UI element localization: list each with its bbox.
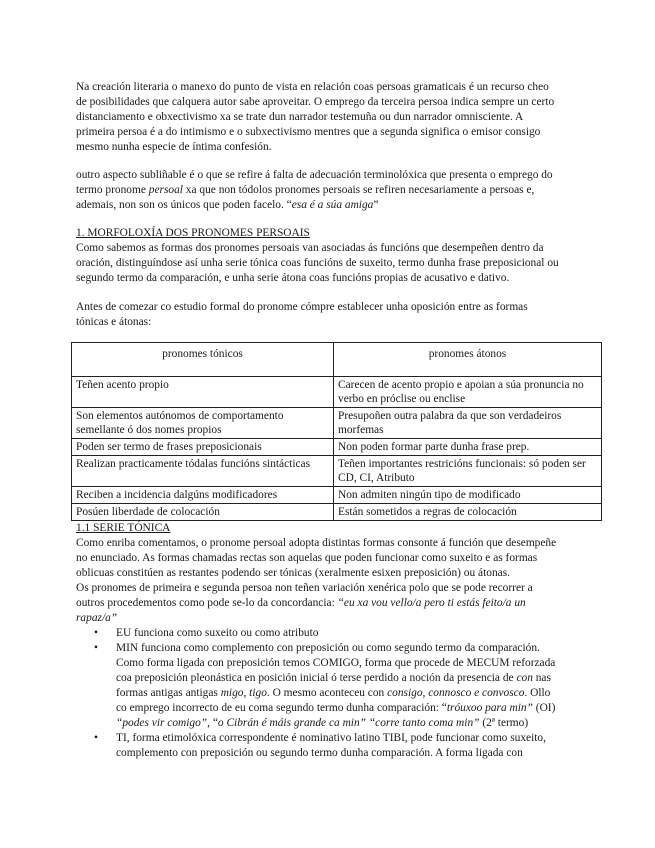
list-item: • MIN funciona como complemento con preposición ou como segundo termo da comparación. Como forma ligada con preposición temos COMIGO, forma que procede de MECUM reforzada coa preposición pleonástica en posición inicial ó terse perdido a noción da presencia de con nas formas antigas antigas migo, tigo. O mesmo aconteceu con consigo, connosco e convosco. Ollo co emprego incorrecto de eu coma segundo termo dunha comparación: “tróuxoo para min” (OI) “podes vir comigo”, “o Cibrán é máis grande ca min” “corre tanto coma min” (2ª termo) <box>94 642 556 729</box>
text-line: outro aspecto subliñable é o que se refire á falta de adecuación terminolóxica que presenta o emprego do <box>76 169 553 181</box>
bullet-icon: • <box>94 642 98 654</box>
table-row <box>72 439 602 456</box>
intro-paragraph-2 <box>76 168 580 213</box>
table-cell: Están sometidos a regras de colocación <box>334 504 602 521</box>
text-line: primeira persoa é a do intimismo e o subxectivismo mentres que a segunda significa o emisor consigo <box>76 126 541 138</box>
section-serie-tonica <box>76 521 580 761</box>
text-line: termo pronome persoal xa que non tódolos pronomes persoais se refiren necesariamente a persoas e, <box>76 184 535 196</box>
table-cell: Reciben a incidencia dalgúns modificadores <box>72 487 334 504</box>
comparison-table <box>71 342 602 521</box>
bullet-icon: • <box>94 627 98 639</box>
table-cell: Non admiten ningún tipo de modificado <box>334 487 602 504</box>
column-header-tonicos: pronomes tónicos <box>72 343 334 377</box>
text-line: ademais, non son os únicos que poden facelo. “esa é a súa amiga” <box>76 199 379 211</box>
text-line: segundo termo da comparación, e unha serie átona coas funcións propias de acusativo e dativo. <box>76 272 510 284</box>
intro-paragraph-1 <box>76 80 580 155</box>
table-row <box>72 456 602 487</box>
table-cell: Non poden formar parte dunha frase prep. <box>334 439 602 456</box>
text-line: outros procedementos como pode se-lo da concordancia: “eu xa vou vello/a pero ti estás feito/a un <box>76 597 526 609</box>
text-line: Na creación literaria o manexo do punto de vista en relación coas persoas gramaticais é un recurso cheo <box>76 81 549 93</box>
table-cell: Posúen liberdade de colocación <box>72 504 334 521</box>
text-line: mesmo nunha especie de íntima confesión. <box>76 141 272 153</box>
table-row <box>72 487 602 504</box>
table-intro-paragraph <box>76 300 580 330</box>
bullet-list <box>76 626 580 761</box>
text-line: Como enriba comentamos, o pronome persoal adopta distintas formas consonte á función que desempeñe <box>76 537 557 549</box>
table-row <box>72 377 602 408</box>
list-item: • TI, forma etimolóxica correspondente é nominativo latino TIBI, pode funcionar como suxeito, complemento con preposición ou segundo termo dunha comparación. A forma ligada con <box>94 732 546 759</box>
table-cell: Teñen acento propio <box>72 377 334 408</box>
table-row <box>72 504 602 521</box>
table-cell: Poden ser termo de frases preposicionais <box>72 439 334 456</box>
section-heading: 1.1 SERIE TÓNICA <box>76 522 171 534</box>
table-cell: Carecen de acento propio e apoian a súa pronuncia no verbo en próclise ou enclise <box>334 377 602 408</box>
table-header-row <box>72 343 602 377</box>
text-line: Os pronomes de primeira e segunda persoa non teñen variación xenérica polo que se pode recorrer a <box>76 582 533 594</box>
text-line: rapaz/a” <box>76 612 118 624</box>
table-cell: Son elementos autónomos de comportamento semellante ó dos nomes propios <box>72 408 334 439</box>
text-line: oración, distinguíndose así unha serie tónica coas funcións de suxeito, termo dunha frase preposicional ou <box>76 257 559 269</box>
section-heading: 1. MORFOLOXÍA DOS PRONOMES PERSOAIS <box>76 227 310 239</box>
list-item: • EU funciona como suxeito ou como atributo <box>94 627 319 639</box>
section-morfoloxia <box>76 226 580 286</box>
text-line: de posibilidades que calquera autor sabe aproveitar. O emprego da terceira persoa indica sempre un certo <box>76 96 555 108</box>
column-header-atonos: pronomes átonos <box>334 343 602 377</box>
table-row <box>72 408 602 439</box>
text-line: no enunciado. As formas chamadas rectas son aquelas que poden funcionar como suxeito e as formas <box>76 552 538 564</box>
table-cell: Presupoñen outra palabra da que son verdadeiros morfemas <box>334 408 602 439</box>
bullet-icon: • <box>94 732 98 744</box>
text-line: Como sabemos as formas dos pronomes persoais van asociadas ás funcións que desempeñen dentro da <box>76 242 544 254</box>
text-line: oblicuas constitúen as restantes podendo ser tónicas (xeralmente esixen preposición) ou átonas. <box>76 567 510 579</box>
text-line: distanciamento e obxectivismo xa se trate dun narrador testemuña ou dun narrador omnisciente. A <box>76 111 524 123</box>
table-cell: Realizan practicamente tódalas funcións sintácticas <box>72 456 334 487</box>
text-line: Antes de comezar co estudio formal do pronome cómpre establecer unha oposición entre as formas <box>76 301 528 313</box>
table-cell: Teñen importantes restricións funcionais: só poden ser CD, CI, Atributo <box>334 456 602 487</box>
text-line: tónicas e átonas: <box>76 316 152 328</box>
